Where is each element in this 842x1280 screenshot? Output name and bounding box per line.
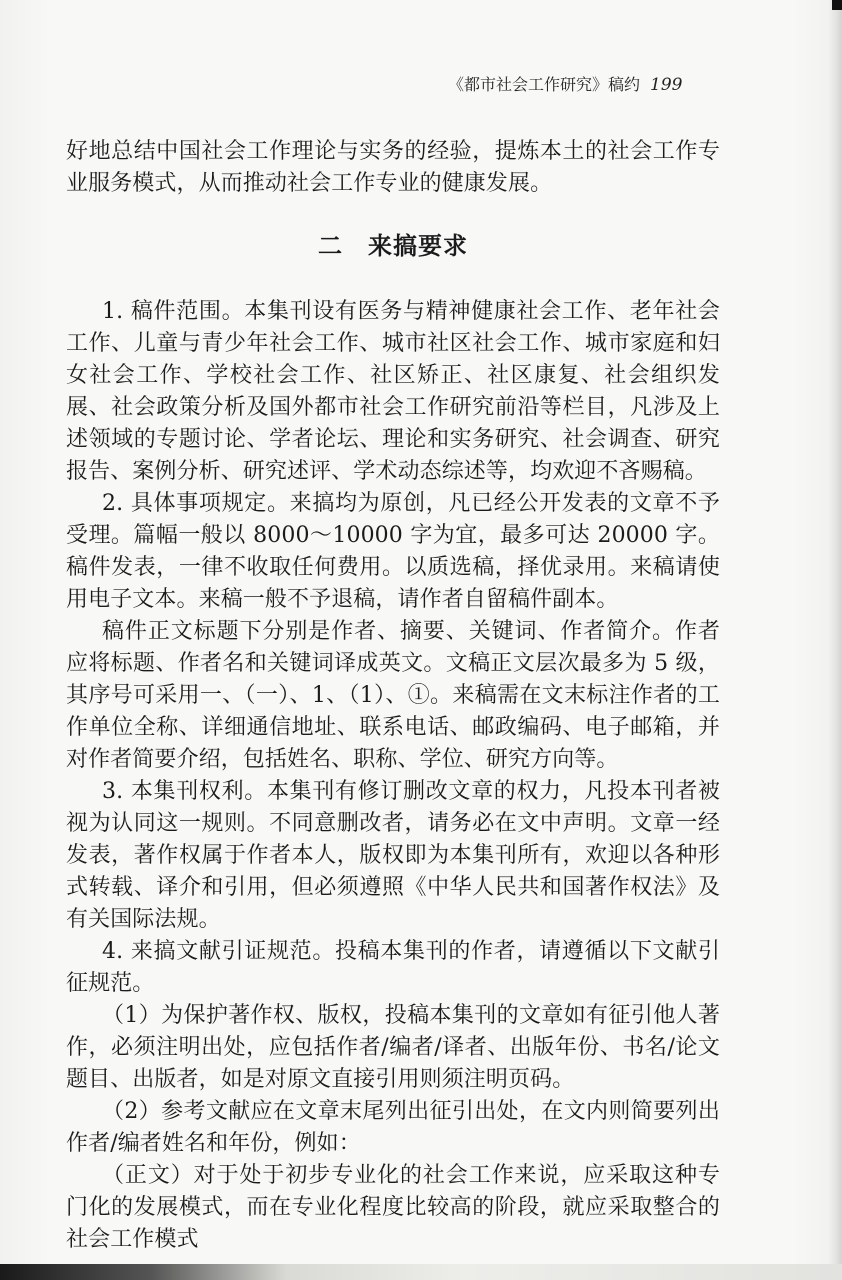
page-content: [66, 136, 720, 1256]
paragraph-citation-intro: 4. 来搞文献引证规范。投稿本集刊的作者，请遵循以下文献引征规范。: [66, 939, 720, 996]
paragraph-format: 稿件正文标题下分别是作者、摘要、关键词、作者简介。作者应将标题、作者名和关键词译成英文。文稿正文层次最多为 5 级，其序号可采用一、（一）、1、（1）、①。来稿需在文末标注作者的工作单位全称、详细通信地址、联系电话、邮政编码、电子邮箱，并对作者简要介绍，包括姓名、职称、学位、研究方向等。: [66, 619, 720, 772]
running-header: [448, 74, 748, 96]
corner-mark: [832, 0, 842, 10]
paragraph-citation-rule-2: （2）参考文献应在文章末尾列出征引出处，在文内则简要列出作者/编者姓名和年份，例如：: [66, 1099, 720, 1156]
page-edge-shadow: [828, 0, 842, 1280]
intro-continuation: 好地总结中国社会工作理论与实务的经验，提炼本土的社会工作专业服务模式，从而推动社会工作专业的健康发展。: [66, 139, 720, 196]
paragraph-rules: 2. 具体事项规定。来搞均为原创，凡已经公开发表的文章不予受理。篇幅一般以 8000～10000 字为宜，最多可达 20000 字。稿件发表，一律不收取任何费用。以质选稿，择优录用。来稿请使用电子文本。来稿一般不予退稿，请作者自留稿件副本。: [66, 491, 720, 612]
paragraph-citation-rule-1: （1）为保护著作权、版权，投稿本集刊的文章如有征引他人著作，必须注明出处，应包括作者/编者/译者、出版年份、书名/论文题目、出版者，如是对原文直接引用则须注明页码。: [66, 1003, 720, 1092]
paragraph-example: （正文）对于处于初步专业化的社会工作来说，应采取这种专门化的发展模式，而在专业化程度比较高的阶段，就应采取整合的社会工作模式: [66, 1163, 720, 1252]
paragraph-scope: 1. 稿件范围。本集刊设有医务与精神健康社会工作、老年社会工作、儿童与青少年社会工作、城市社区社会工作、城市家庭和妇女社会工作、学校社会工作、社区矫正、社区康复、社会组织发展、社会政策分析及国外都市社会工作研究前沿等栏目，凡涉及上述领域的专题讨论、学者论坛、理论和实务研究、社会调查、研究报告、案例分析、研究述评、学术动态综述等，均欢迎不吝赐稿。: [66, 299, 720, 484]
running-header-title: 《都市社会工作研究》稿约: [448, 75, 641, 94]
bottom-scan-edge: [0, 1264, 842, 1280]
section-heading: 二 来搞要求: [318, 232, 468, 260]
page-number: 199: [650, 75, 683, 95]
paragraph-rights: 3. 本集刊权利。本集刊有修订删改文章的权力，凡投本刊者被视为认同这一规则。不同意删改者，请务必在文中声明。文章一经发表，著作权属于作者本人，版权即为本集刊所有，欢迎以各种形式转载、译介和引用，但必须遵照《中华人民共和国著作权法》及有关国际法规。: [66, 779, 720, 932]
